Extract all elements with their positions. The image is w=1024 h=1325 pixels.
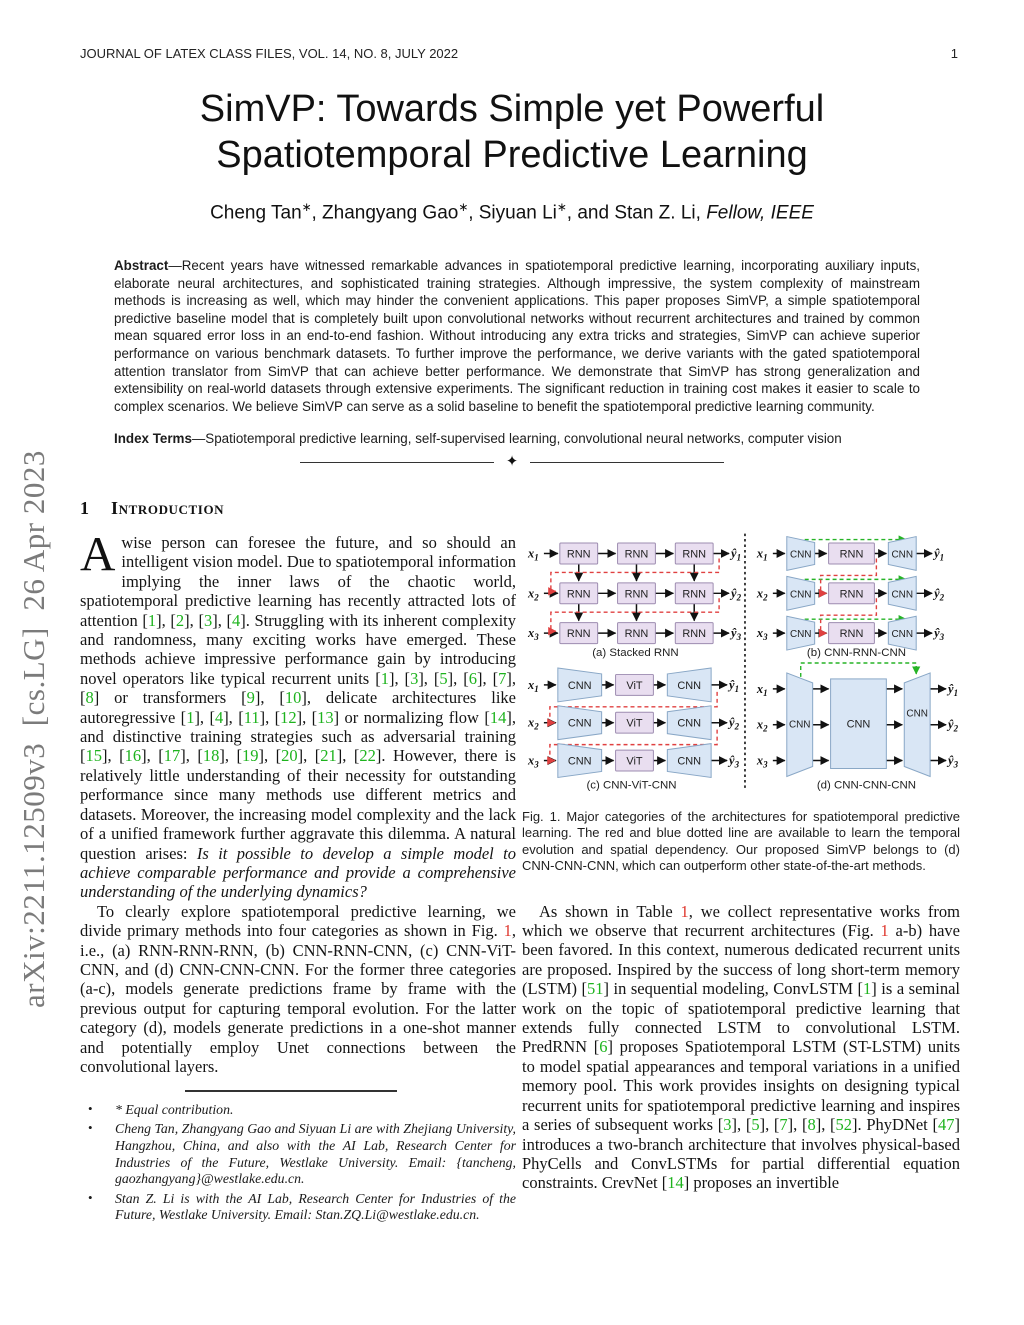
text-segment: , Siyuan Li — [468, 202, 557, 224]
citation-link[interactable]: 47 — [937, 1115, 955, 1135]
svg-text:x3: $x_3$ — [756, 753, 768, 770]
svg-text:ŷ1: $ŷ_1$ — [934, 546, 945, 563]
cnn-encoder-label: CNN — [788, 719, 811, 731]
svg-text:x1: $x_1$ — [527, 677, 539, 694]
citation-link[interactable]: 14 — [489, 707, 507, 727]
svg-text:ŷ2: $ŷ_2$ — [729, 715, 740, 732]
paper-title — [0, 86, 1024, 178]
citation-link[interactable]: 21 — [320, 746, 337, 766]
intro-paragraph-2: To clearly explore spatiotemporal predictive learning, we divide primary methods into four categories as shown in Fig. 1, i.e., (a) RNN-RNN-RNN, (b) CNN-RNN-CNN, (c) CNN-ViT-CNN, and (d) CNN-CNN-CNN. For the former three categories (a-c), models generate predictions frame by frame with the previous output for capturing temporal evolution. For the latter category (d), models generate predictions in a one-shot manner and potentially employ Unet connections between the convolutional layers. — [80, 901, 516, 1076]
citation-link[interactable]: 4 — [214, 707, 224, 727]
citation-link[interactable]: 8 — [85, 688, 94, 708]
architecture-figure — [522, 527, 960, 795]
rnn-box-label: RNN — [566, 588, 591, 601]
citation-link[interactable]: 11 — [243, 707, 260, 727]
rnn-box-label: RNN — [682, 548, 707, 561]
rnn-box-label: RNN — [682, 588, 707, 601]
intro-paragraph-1 — [80, 526, 517, 902]
svg-text:x2: $x_2$ — [756, 586, 768, 603]
vit-box-label: ViT — [626, 755, 643, 768]
citation-link[interactable]: 13 — [317, 707, 334, 727]
vit-box-label: ViT — [626, 679, 643, 692]
panel-d-caption: (d) CNN-CNN-CNN — [816, 779, 916, 792]
svg-text:x2: $x_2$ — [527, 586, 539, 603]
citation-link[interactable]: 7 — [498, 668, 507, 688]
citation-link[interactable]: 18 — [202, 746, 220, 766]
citation-link[interactable]: 22 — [359, 746, 376, 766]
citation-link[interactable]: 5 — [751, 1115, 760, 1135]
footnote-text: Stan Z. Li is with the AI Lab, Research Center for Industries of the Future, Westlake University. Email: Stan.ZQ.Li@westlake.edu.cn. — [115, 1190, 516, 1223]
figure-1 — [522, 527, 960, 875]
abstract — [114, 257, 920, 415]
paper-title-line1: SimVP: Towards Simple yet Powerful — [199, 88, 825, 130]
citation-link[interactable]: 7 — [779, 1115, 788, 1135]
text-segment: ∗ — [458, 201, 469, 214]
svg-text:x3: $x_3$ — [756, 626, 768, 643]
cnn-translator-label: CNN — [846, 718, 871, 731]
figure-ref-link[interactable]: 1 — [503, 921, 512, 941]
rnn-box-label: RNN — [839, 588, 864, 601]
journal-name: JOURNAL OF LATEX CLASS FILES, VOL. 14, NO. 8, JULY 2022 — [80, 46, 459, 61]
rnn-box-label: RNN — [839, 548, 864, 561]
panel-d-cnn-cnn-cnn — [756, 663, 959, 791]
abstract-label: Abstract — [114, 258, 169, 273]
arxiv-watermark: arXiv:2211.12509v3 [cs.LG] 26 Apr 2023 — [16, 450, 51, 1008]
citation-link[interactable]: 1 — [186, 707, 195, 727]
text-segment: Fellow, IEEE — [706, 202, 814, 224]
cnn-decoder-label: CNN — [891, 549, 914, 561]
figure-1-caption: Fig. 1. Major categories of the architectures for spatiotemporal predictive learning. The red and blue dotted line are available to learn the temporal evolution and spatial dependency. Our proposed SimVP belongs to (d) CNN-CNN-CNN, which can outperform other state-of-the-art methods. — [522, 809, 960, 874]
citation-link[interactable]: 4 — [231, 610, 241, 630]
right-column — [522, 496, 960, 1193]
green-dashed-spatial-connection — [801, 663, 916, 677]
svg-text:x1: $x_1$ — [756, 681, 768, 698]
diamond-ornament-icon: ✦ — [505, 454, 519, 470]
citation-link[interactable]: 1 — [863, 979, 872, 999]
citation-link[interactable]: 15 — [85, 746, 102, 766]
footnote-rule — [185, 1090, 397, 1091]
citation-link[interactable]: 5 — [439, 668, 448, 688]
index-terms-text: —Spatiotemporal predictive learning, self-supervised learning, convolutional neural networks, computer vision — [191, 431, 842, 446]
cnn-encoder-label: CNN — [567, 679, 592, 692]
panel-b-cnn-rnn-cnn — [756, 537, 945, 659]
citation-link[interactable]: 16 — [124, 746, 142, 766]
svg-text:ŷ2: $ŷ_2$ — [934, 586, 945, 603]
section-title: Introduction — [111, 498, 225, 518]
cnn-decoder-label: CNN — [891, 589, 914, 601]
svg-text:ŷ2: $ŷ_2$ — [731, 586, 742, 603]
svg-text:ŷ1: $ŷ_1$ — [731, 546, 742, 563]
rnn-boxes — [560, 543, 713, 644]
svg-text:x2: $x_2$ — [527, 715, 539, 732]
panel-a-stacked-rnn — [527, 543, 742, 659]
paper-title-line2: Spatiotemporal Predictive Learning — [216, 134, 808, 176]
citation-link[interactable]: 6 — [599, 1037, 608, 1057]
svg-text:x3: $x_3$ — [527, 626, 539, 643]
rnn-box-label: RNN — [566, 548, 591, 561]
citation-link[interactable]: 12 — [280, 707, 297, 727]
rnn-box-label: RNN — [624, 628, 649, 641]
intro-paragraph-1-text: wise person can foresee the future, and so should an intelligent vision model. Due to spatiotemporal information implying the inner laws of the chaotic world, spatiotemporal predictive learning has recently attracted lots of attention [1], [2], [3], [4]. Struggling with its inherent complexity and randomness, many exciting works have emerged. These methods achieve impressive performance gain by introducing novel operators like typical recurrent units [1], [3], [5], [6], [7], [8] or transformers [9], [10], delicate architectures like autoregressive [1], [4], [11], [12], [13] or normalizing flow [14], and distinctive training strategies such as adversarial training [15], [16], [17], [18], [19], [20], [21], [22]. However, there is relatively little understanding of their necessity for outstanding performance since many methods use different metrics and datasets. Moreover, the increasing model complexity and the lack of a unified framework further aggravate this dilemma. A natural question arises: Is it possible to develop a simple model to achieve comparable performance and provide a comprehensive understanding of the underlying dynamics? — [80, 533, 517, 902]
figure-ref-link[interactable]: 1 — [880, 921, 889, 941]
bullet-icon: • — [88, 1189, 93, 1205]
text-segment: , and Stan Z. Li, — [566, 202, 707, 224]
citation-link[interactable]: 3 — [203, 610, 213, 630]
citation-link[interactable]: 3 — [723, 1115, 732, 1135]
cnn-trapezoids-and-rnn-boxes — [787, 537, 916, 650]
section-number: 1 — [80, 498, 89, 518]
citation-link[interactable]: 1 — [380, 668, 389, 688]
svg-text:ŷ3: $ŷ_3$ — [934, 626, 945, 643]
cnn-trapezoids-and-vit-boxes — [558, 668, 711, 778]
cnn-encoder-label: CNN — [789, 629, 812, 641]
cnn-blocks — [787, 673, 930, 777]
citation-link[interactable]: 14 — [667, 1173, 684, 1193]
abstract-text: —Recent years have witnessed remarkable advances in spatiotemporal predictive learning, incorporating auxiliary inputs, elaborate neural architectures, and sophisticated training strategies. Although impressive, the system complexity of mainstream methods is increasing as well, which may hinder the convenient applications. This paper proposes SimVP, a simple spatiotemporal predictive baseline model that is completely built upon convolutional networks without recurrent architectures and trained by common mean squared error loss in an end-to-end fashion. Without introducing any extra tricks and strategies, SimVP can achieve superior performance on various benchmark datasets. To further improve the performance, we derive variants with the gated spatiotemporal attention translator from SimVP that can achieve better performance. We demonstrate that SimVP has strong generalization and extensibility on real-world datasets through extensive experiments. The significant reduction in training cost makes it easier to scale to complex scenarios. We believe SimVP can serve as a solid baseline to benefit the spatiotemporal predictive learning community. — [114, 258, 920, 414]
rnn-box-label: RNN — [839, 628, 864, 641]
footnote-affiliation-2 — [80, 1191, 516, 1224]
svg-text:ŷ1: $ŷ_1$ — [729, 677, 740, 694]
vit-box-label: ViT — [626, 717, 643, 730]
text-segment: ∗ — [556, 201, 567, 214]
rnn-box-label: RNN — [624, 548, 649, 561]
citation-link[interactable]: 10 — [284, 688, 302, 708]
citation-link[interactable]: 9 — [246, 688, 255, 708]
citation-link[interactable]: 52 — [835, 1115, 853, 1135]
panel-b-caption: (b) CNN-RNN-CNN — [806, 647, 907, 660]
divider-rule-right — [530, 462, 724, 463]
citation-link[interactable]: 1 — [147, 610, 157, 630]
svg-text:x1: $x_1$ — [527, 546, 539, 563]
svg-text:x3: $x_3$ — [527, 753, 539, 770]
citation-link[interactable]: 8 — [807, 1115, 816, 1135]
bullet-icon: • — [88, 1100, 93, 1116]
running-header — [80, 46, 958, 61]
authors-line — [0, 200, 1024, 224]
svg-text:x1: $x_1$ — [756, 546, 768, 563]
cnn-encoder-label: CNN — [567, 717, 592, 730]
cnn-decoder-label: CNN — [891, 629, 914, 641]
section-divider — [300, 455, 724, 470]
cnn-decoder-label: CNN — [677, 717, 702, 730]
citation-link[interactable]: 2 — [175, 610, 185, 630]
section-heading — [80, 498, 516, 519]
svg-text:x2: $x_2$ — [756, 717, 768, 734]
svg-text:ŷ3: $ŷ_3$ — [948, 753, 959, 770]
cnn-encoder-label: CNN — [567, 755, 592, 768]
figure-ref-link[interactable]: 1 — [680, 901, 689, 921]
related-work-paragraph: As shown in Table 1, we collect representative works from which we observe that recurrent architectures (Fig. 1 a-b) have been favored. In this context, numerous dedicated recurrent units are proposed. Inspired by the success of long short-term memory (LSTM) [51] in sequential modeling, ConvLSTM [1] is a seminal work on the topic of spatiotemporal predictive learning that extends fully connected LSTM to convolutional LSTM. PredRNN [6] proposes Spatiotemporal LSTM (ST-LSTM) units to model spatial appearances and temporal variations in a unified memory pool. This work provides insights on designing typical recurrent units for spatiotemporal predictive learning and inspires a series of subsequent works [3], [5], [7], [8], [52]. PhyDNet [47] introduces a two-branch architecture that involves physical-based PhyCells and ConvLSTMs for partial differential equation constraints. CrevNet [14] proposes an invertible — [522, 901, 961, 1193]
citation-link[interactable]: 20 — [281, 746, 298, 766]
cnn-decoder-label: CNN — [677, 755, 702, 768]
svg-text:ŷ1: $ŷ_1$ — [948, 681, 959, 698]
divider-rule-left — [300, 462, 494, 463]
svg-text:ŷ3: $ŷ_3$ — [731, 626, 742, 643]
citation-link[interactable]: 6 — [468, 668, 478, 688]
rnn-box-label: RNN — [624, 588, 649, 601]
rnn-box-label: RNN — [682, 628, 707, 641]
text-segment: Cheng Tan — [210, 202, 302, 224]
bullet-icon: • — [88, 1120, 93, 1136]
footnote-text: Cheng Tan, Zhangyang Gao and Siyuan Li are with Zhejiang University, Hangzhou, China, and also with the AI Lab, Research Center for Industries of the Future, Westlake University. Email: {tancheng, gaozhangyang}@westlake.edu.cn. — [115, 1121, 516, 1187]
page-number: 1 — [950, 46, 958, 61]
panel-c-caption: (c) CNN-ViT-CNN — [586, 779, 677, 792]
panel-c-cnn-vit-cnn — [527, 668, 740, 791]
cnn-encoder-label: CNN — [789, 549, 812, 561]
svg-text:ŷ2: $ŷ_2$ — [948, 717, 959, 734]
rnn-box-label: RNN — [566, 628, 591, 641]
drop-cap: A — [80, 526, 116, 581]
footnote-affiliation-1 — [80, 1121, 516, 1187]
citation-link[interactable]: 3 — [410, 668, 419, 688]
citation-link[interactable]: 51 — [587, 979, 604, 999]
svg-text:ŷ3: $ŷ_3$ — [729, 753, 740, 770]
citation-link[interactable]: 17 — [163, 746, 181, 766]
cnn-decoder-label: CNN — [677, 679, 702, 692]
citation-link[interactable]: 19 — [242, 746, 259, 766]
index-terms — [114, 430, 920, 448]
cnn-decoder-label: CNN — [906, 708, 928, 720]
left-column — [80, 496, 516, 1227]
panel-a-caption: (a) Stacked RNN — [592, 647, 679, 660]
text-segment: Is it possible to develop a simple model to achieve comparable performance and provide a comprehensive understanding of the underlying dynamics? — [80, 843, 516, 902]
text-segment: , Zhangyang Gao — [311, 202, 459, 224]
footnote-text: * Equal contribution. — [115, 1101, 234, 1117]
index-terms-label: Index Terms — [114, 431, 192, 446]
text-segment: ∗ — [301, 201, 312, 214]
cnn-encoder-label: CNN — [789, 589, 812, 601]
footnote-equal-contribution — [80, 1102, 516, 1119]
